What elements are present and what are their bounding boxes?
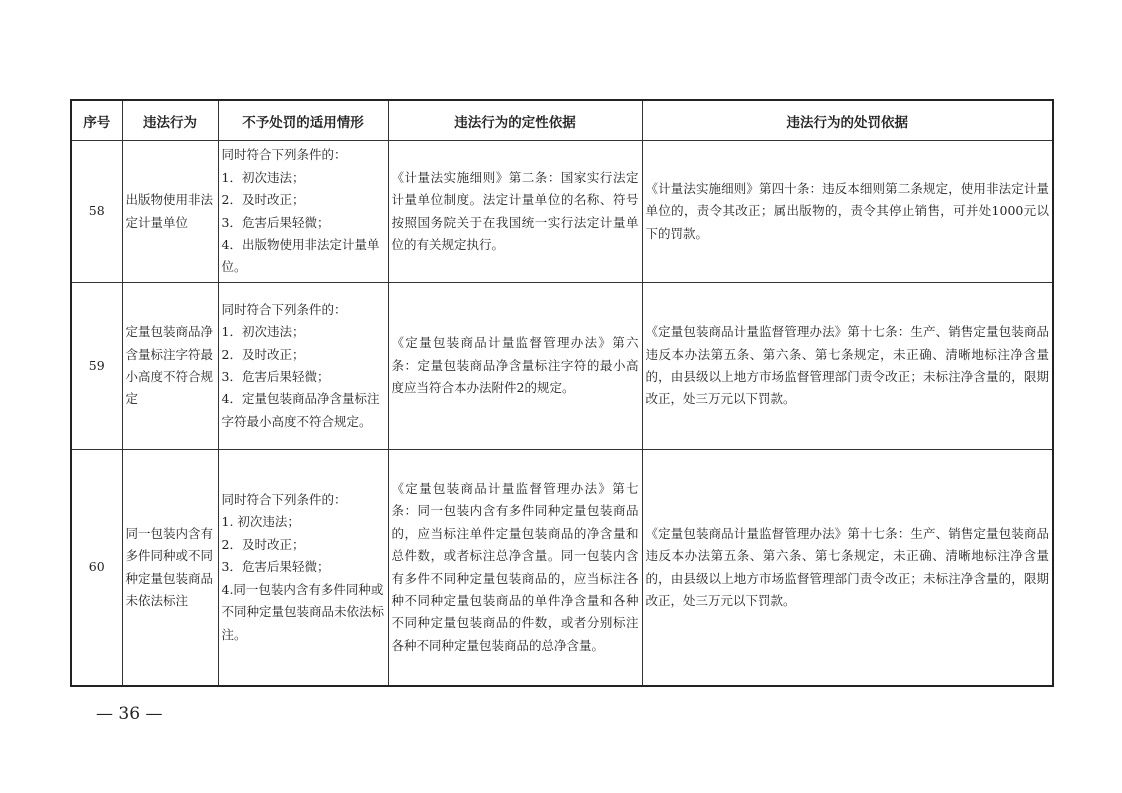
exemption-cell xyxy=(218,450,388,687)
basis-cell: 《定量包装商品计量监督管理办法》第六条：定量包装商品净含量标注字符的最小高度应当符合本办法附件2的规定。 xyxy=(388,283,642,450)
basis-cell: 《定量包装商品计量监督管理办法》第七条：同一包装内含有多件同种定量包装商品的，应当标注单件定量包装商品的净含量和总件数，或者标注总净含量。同一包装内含有多件不同种定量包装商品的，应当标注各种不同种定量包装商品的单件净含量和各种不同种定量包装商品的件数，或者分别标注各种不同种定量包装商品的总净含量。 xyxy=(388,450,642,687)
condition-line: 同时符合下列条件的： xyxy=(221,147,347,163)
condition-line: 3．危害后果轻微； xyxy=(221,369,330,384)
condition-line: 4.同一包装内含有多件同种或不同种定量包装商品未依法标注。 xyxy=(221,581,385,642)
violation-cell: 出版物使用非法定计量单位 xyxy=(122,141,218,283)
condition-line: 1．初次违法； xyxy=(221,324,305,340)
violation-cell: 定量包装商品净含量标注字符最小高度不符合规定 xyxy=(122,283,218,450)
table-row xyxy=(71,450,1053,687)
condition-line: 3．危害后果轻微； xyxy=(221,214,330,230)
penalty-cell: 《计量法实施细则》第四十条：违反本细则第二条规定，使用非法定计量单位的，责令其改正；属出版物的，责令其停止销售，可并处1000元以下的罚款。 xyxy=(642,141,1053,283)
condition-line: 3．危害后果轻微； xyxy=(221,559,330,575)
header-violation: 违法行为 xyxy=(122,100,218,141)
table-row xyxy=(71,283,1053,450)
penalty-cell: 《定量包装商品计量监督管理办法》第十七条：生产、销售定量包装商品违反本办法第五条、第六条、第七条规定，未正确、清晰地标注净含量的，由县级以上地方市场监督管理部门责令改正；未标注净含量的，限期改正，处三万元以下罚款。 xyxy=(642,450,1053,687)
header-exemption: 不予处罚的适用情形 xyxy=(218,100,388,141)
condition-line: 2．及时改正； xyxy=(221,536,305,552)
condition-line: 2．及时改正； xyxy=(221,346,305,362)
regulation-table xyxy=(70,99,1054,687)
header-row xyxy=(71,100,1053,141)
condition-line: 2．及时改正； xyxy=(221,192,305,208)
exemption-cell xyxy=(218,141,388,283)
condition-line: 1. 初次违法； xyxy=(221,514,300,530)
row-number: 60 xyxy=(71,450,122,687)
condition-line: 4．定量包装商品净含量标注字符最小高度不符合规定。 xyxy=(221,391,380,429)
condition-line: 同时符合下列条件的： xyxy=(221,301,347,317)
basis-cell: 《计量法实施细则》第二条：国家实行法定计量单位制度。法定计量单位的名称、符号按照国务院关于在我国统一实行法定计量单位的有关规定执行。 xyxy=(388,141,642,283)
condition-line: 1．初次违法； xyxy=(221,169,305,185)
table-row xyxy=(71,141,1053,283)
exemption-cell xyxy=(218,283,388,450)
header-basis: 违法行为的定性依据 xyxy=(388,100,642,141)
header-seq: 序号 xyxy=(71,100,122,141)
row-number: 59 xyxy=(71,283,122,450)
header-penalty: 违法行为的处罚依据 xyxy=(642,100,1053,141)
page-number: — 36 — xyxy=(96,704,163,724)
violation-cell: 同一包装内含有多件同种或不同种定量包装商品未依法标注 xyxy=(122,450,218,687)
condition-line: 同时符合下列条件的： xyxy=(221,492,347,508)
penalty-cell: 《定量包装商品计量监督管理办法》第十七条：生产、销售定量包装商品违反本办法第五条、第六条、第七条规定，未正确、清晰地标注净含量的，由县级以上地方市场监督管理部门责令改正；未标注净含量的，限期改正，处三万元以下罚款。 xyxy=(642,283,1053,450)
row-number: 58 xyxy=(71,141,122,283)
condition-line: 4．出版物使用非法定计量单位。 xyxy=(221,236,380,275)
